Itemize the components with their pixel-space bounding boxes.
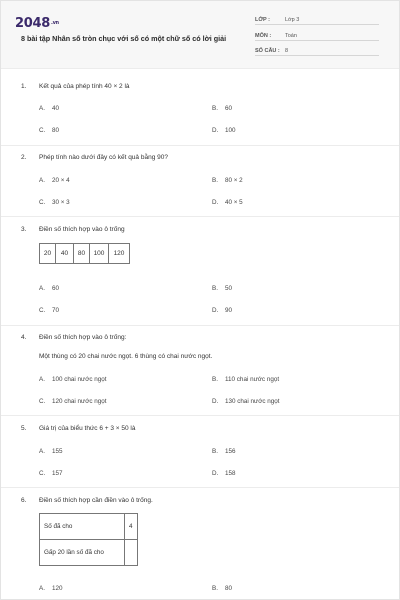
table-cell: 120 <box>109 244 130 264</box>
document-title: 8 bài tập Nhân số tròn chục với số có một chữ số có lời giải <box>21 34 227 43</box>
option-c[interactable]: C. 157 <box>39 470 63 477</box>
table-row <box>40 540 138 566</box>
option-c[interactable]: C. 70 <box>39 307 60 314</box>
header <box>1 1 399 69</box>
option-c[interactable]: C. 80 <box>39 127 60 134</box>
option-a[interactable]: A. 100 chai nước ngọt <box>39 376 107 383</box>
divider <box>1 145 399 146</box>
meta-question-count: SỐ CÂU : 8 <box>255 46 379 56</box>
table-cell: 20 <box>40 244 56 264</box>
option-a[interactable]: A. 155 <box>39 448 63 455</box>
divider <box>1 487 399 488</box>
option-a[interactable]: A. 120 <box>39 585 63 592</box>
divider <box>1 325 399 326</box>
table-cell: Gấp 20 lần số đã cho <box>40 540 125 566</box>
option-a[interactable]: A. 40 <box>39 105 60 112</box>
multiplication-table <box>39 513 138 566</box>
option-d[interactable]: D. 130 chai nước ngọt <box>212 398 280 405</box>
table-row <box>40 514 138 540</box>
option-c[interactable]: C. 30 × 3 <box>39 199 70 206</box>
meta-subject: MÔN : Toán <box>255 31 379 41</box>
table-cell: 4 <box>125 514 138 540</box>
number-sequence-table <box>39 243 130 264</box>
option-d[interactable]: D. 40 × 5 <box>212 199 243 206</box>
option-d[interactable]: D. 158 <box>212 470 236 477</box>
option-a[interactable]: A. 60 <box>39 285 60 292</box>
option-b[interactable]: B. 80 × 2 <box>212 177 243 184</box>
option-b[interactable]: B. 60 <box>212 105 233 112</box>
option-b[interactable]: B. 110 chai nước ngọt <box>212 376 280 383</box>
option-b[interactable]: B. 80 <box>212 585 233 592</box>
table-cell: Số đã cho <box>40 514 125 540</box>
meta-grade: LỚP : Lớp 3 <box>255 15 379 25</box>
divider <box>1 415 399 416</box>
table-cell: 100 <box>90 244 109 264</box>
option-c[interactable]: C. 120 chai nước ngọt <box>39 398 107 405</box>
answer-blank-cell[interactable] <box>125 540 138 566</box>
option-b[interactable]: B. 156 <box>212 448 236 455</box>
table-cell: 80 <box>74 244 90 264</box>
site-logo[interactable]: $2048^{.vn}$ <box>15 16 59 31</box>
worksheet-page: $2048^{.vn}$ 8 bài tập Nhân số tròn chục với số có một chữ số có lời giải LỚP : Lớp 3 MÔN : Toán SỐ CÂU : 8 1. Kết quả của phép tính 40 × 2 là A. 40 B. 60 C. 80 D. 100 2. Phép tính nào dưới đây có kết quả bằng 90? A. 20 × 4 B. 80 × 2 C. 30 × 3 D. 40 × 5 3. Điền số thích hợp vào ô trống 20 40 80 100 120 A. 60 B. 50 C. 70 D. 90 4. Điền số thích hợp vào ô trống: Một thùng có 20 chai nước ngọt. 6 thùng có chai nước ngọt. A. 100 chai nước ngọt B. 110 chai nước ngọt C. 120 chai nước ngọt D. 130 chai nước ngọt 5. Giá trị của biểu thức 6 + 3 × 50 là A. 155 B. 156 C. 157 D. 158 6. Điền số thích hợp cần điền vào ô trống. Số đã cho 4 Gấp 20 lần số đã cho A. 120 B. 80 <box>0 0 400 600</box>
option-d[interactable]: D. 90 <box>212 307 233 314</box>
option-b[interactable]: B. 50 <box>212 285 233 292</box>
option-a[interactable]: A. 20 × 4 <box>39 177 70 184</box>
option-d[interactable]: D. 100 <box>212 127 236 134</box>
divider <box>1 216 399 217</box>
table-cell: 40 <box>56 244 74 264</box>
